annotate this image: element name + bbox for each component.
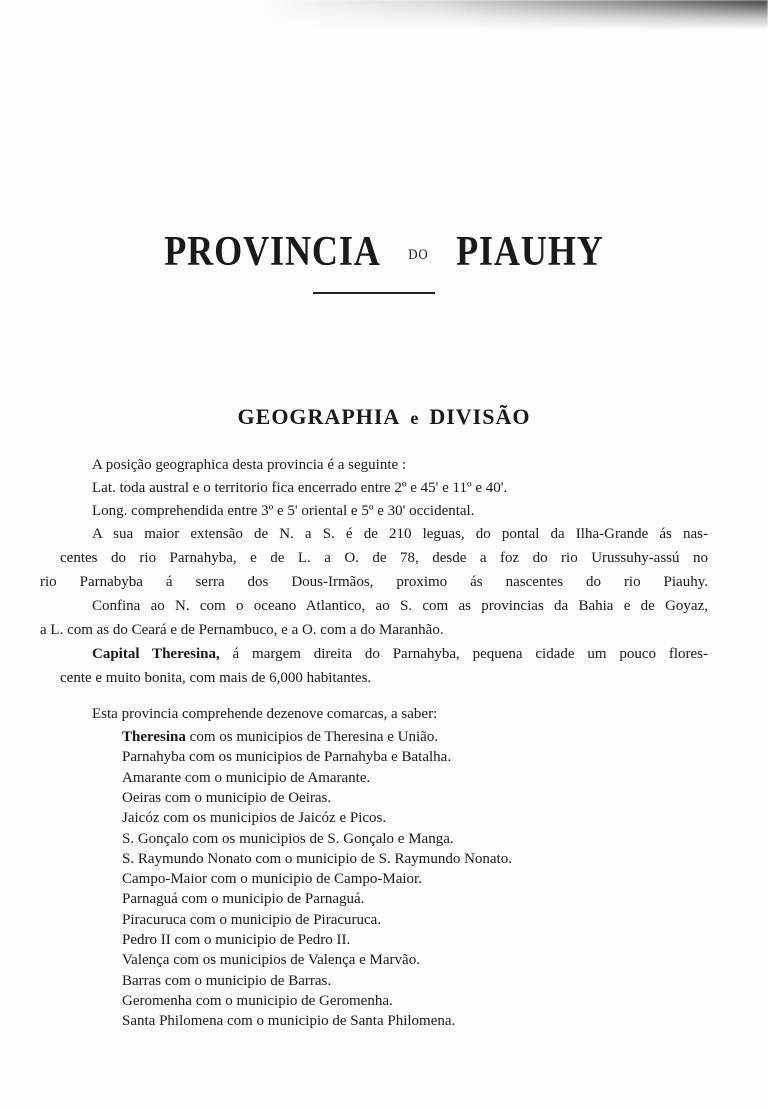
comarca-text: S. Gonçalo com os municipios de S. Gonçalo e Manga.: [122, 830, 454, 847]
text-line: Confina ao N. com o oceano Atlantico, ao S. com as provincias da Bahia e de Goyaz,: [92, 598, 708, 614]
title-piauhy: PIAUHY: [456, 229, 604, 275]
capital-line-2: cente e muito bonita, com mais de 6,000 habitantes.: [60, 670, 372, 686]
comarca-item: [122, 729, 438, 746]
comarca-item: [122, 851, 512, 868]
comarca-item: [122, 749, 451, 766]
comarca-text: Oeiras com o municipio de Oeiras.: [122, 789, 332, 806]
comarca-text: Jaicóz com os municipios de Jaicóz e Picos.: [122, 810, 387, 827]
comarca-item: [122, 810, 386, 827]
comarca-item: [122, 891, 364, 908]
comarca-text: Amarante com o municipio de Amarante.: [122, 769, 371, 786]
comarca-text: Santa Philomena com o municipio de Santa Philomena.: [122, 1013, 456, 1030]
capital-label: Capital Theresina,: [92, 646, 220, 662]
comarca-item: [122, 871, 422, 888]
capital-text: á margem direita do Parnahyba, pequena cidade um pouco flores-: [219, 646, 708, 662]
comarca-item: [122, 993, 393, 1010]
comarca-text: Piracuruca com o municipio de Piracuruca.: [122, 911, 382, 928]
comarca-item: [122, 912, 381, 929]
comarca-item: [122, 973, 331, 990]
section-heading: [0, 404, 768, 430]
text-line: centes do rio Parnahyba, e de L. a O. de 78, desde a foz do rio Urussuhy-assú no: [60, 550, 708, 566]
capital-line: [92, 646, 708, 663]
text-line: A sua maior extensão de N. a S. é de 210 leguas, do pontal da Ilha-Grande ás nas-: [92, 526, 708, 542]
text-line: Long. comprehendida entre 3º e 5' oriental e 5º e 30' occidental.: [92, 503, 475, 519]
comarca-item: [122, 952, 420, 969]
scan-noise: [260, 0, 768, 30]
comarca-item: [122, 770, 370, 787]
comarca-item: [122, 1013, 455, 1030]
comarca-text: S. Raymundo Nonato com o municipio de S. Raymundo Nonato.: [122, 850, 512, 867]
heading-e: e: [410, 408, 420, 428]
title-do: DO: [408, 246, 429, 263]
text-line: a L. com as do Ceará e de Pernambuco, e a O. com a do Maranhão.: [40, 622, 444, 638]
comarca-text: Parnaguá com o municipio de Parnaguá.: [122, 891, 365, 908]
comarca-name: Theresina: [122, 729, 186, 745]
text-line: Lat. toda austral e o territorio fica encerrado entre 2º e 45' e 11º e 40'.: [92, 480, 508, 496]
comarca-text: Valença com os municipios de Valença e Marvão.: [122, 952, 420, 969]
heading-geographia: GEOGRAPHIA: [237, 404, 401, 429]
comarca-text: Geromenha com o municipio de Geromenha.: [122, 992, 393, 1009]
comarca-text: Barras com o municipio de Barras.: [122, 972, 332, 989]
text-line: A posição geographica desta provincia é a seguinte :: [92, 457, 407, 473]
title-provincia: PROVINCIA: [164, 229, 381, 275]
text-line: rio Parnabyba á serra dos Dous-Irmãos, proximo ás nascentes do rio Piauhy.: [40, 574, 708, 590]
comarcas-intro: Esta provincia comprehende dezenove comarcas, a saber:: [92, 706, 438, 722]
comarca-text: Pedro II com o municipio de Pedro II.: [122, 932, 351, 948]
title-rule: [313, 292, 435, 294]
comarca-item: [122, 831, 454, 848]
comarca-text: com os municipios de Theresina e União.: [185, 729, 439, 745]
comarca-text: Campo-Maior com o municipio de Campo-Maior.: [122, 871, 422, 888]
heading-divisao: DIVISÃO: [429, 404, 531, 429]
page-title: [54, 228, 714, 276]
comarca-item: [122, 790, 331, 807]
comarca-text: Parnahyba com os municipios de Parnahyba e Batalha.: [122, 749, 452, 766]
comarca-item: [122, 932, 350, 949]
